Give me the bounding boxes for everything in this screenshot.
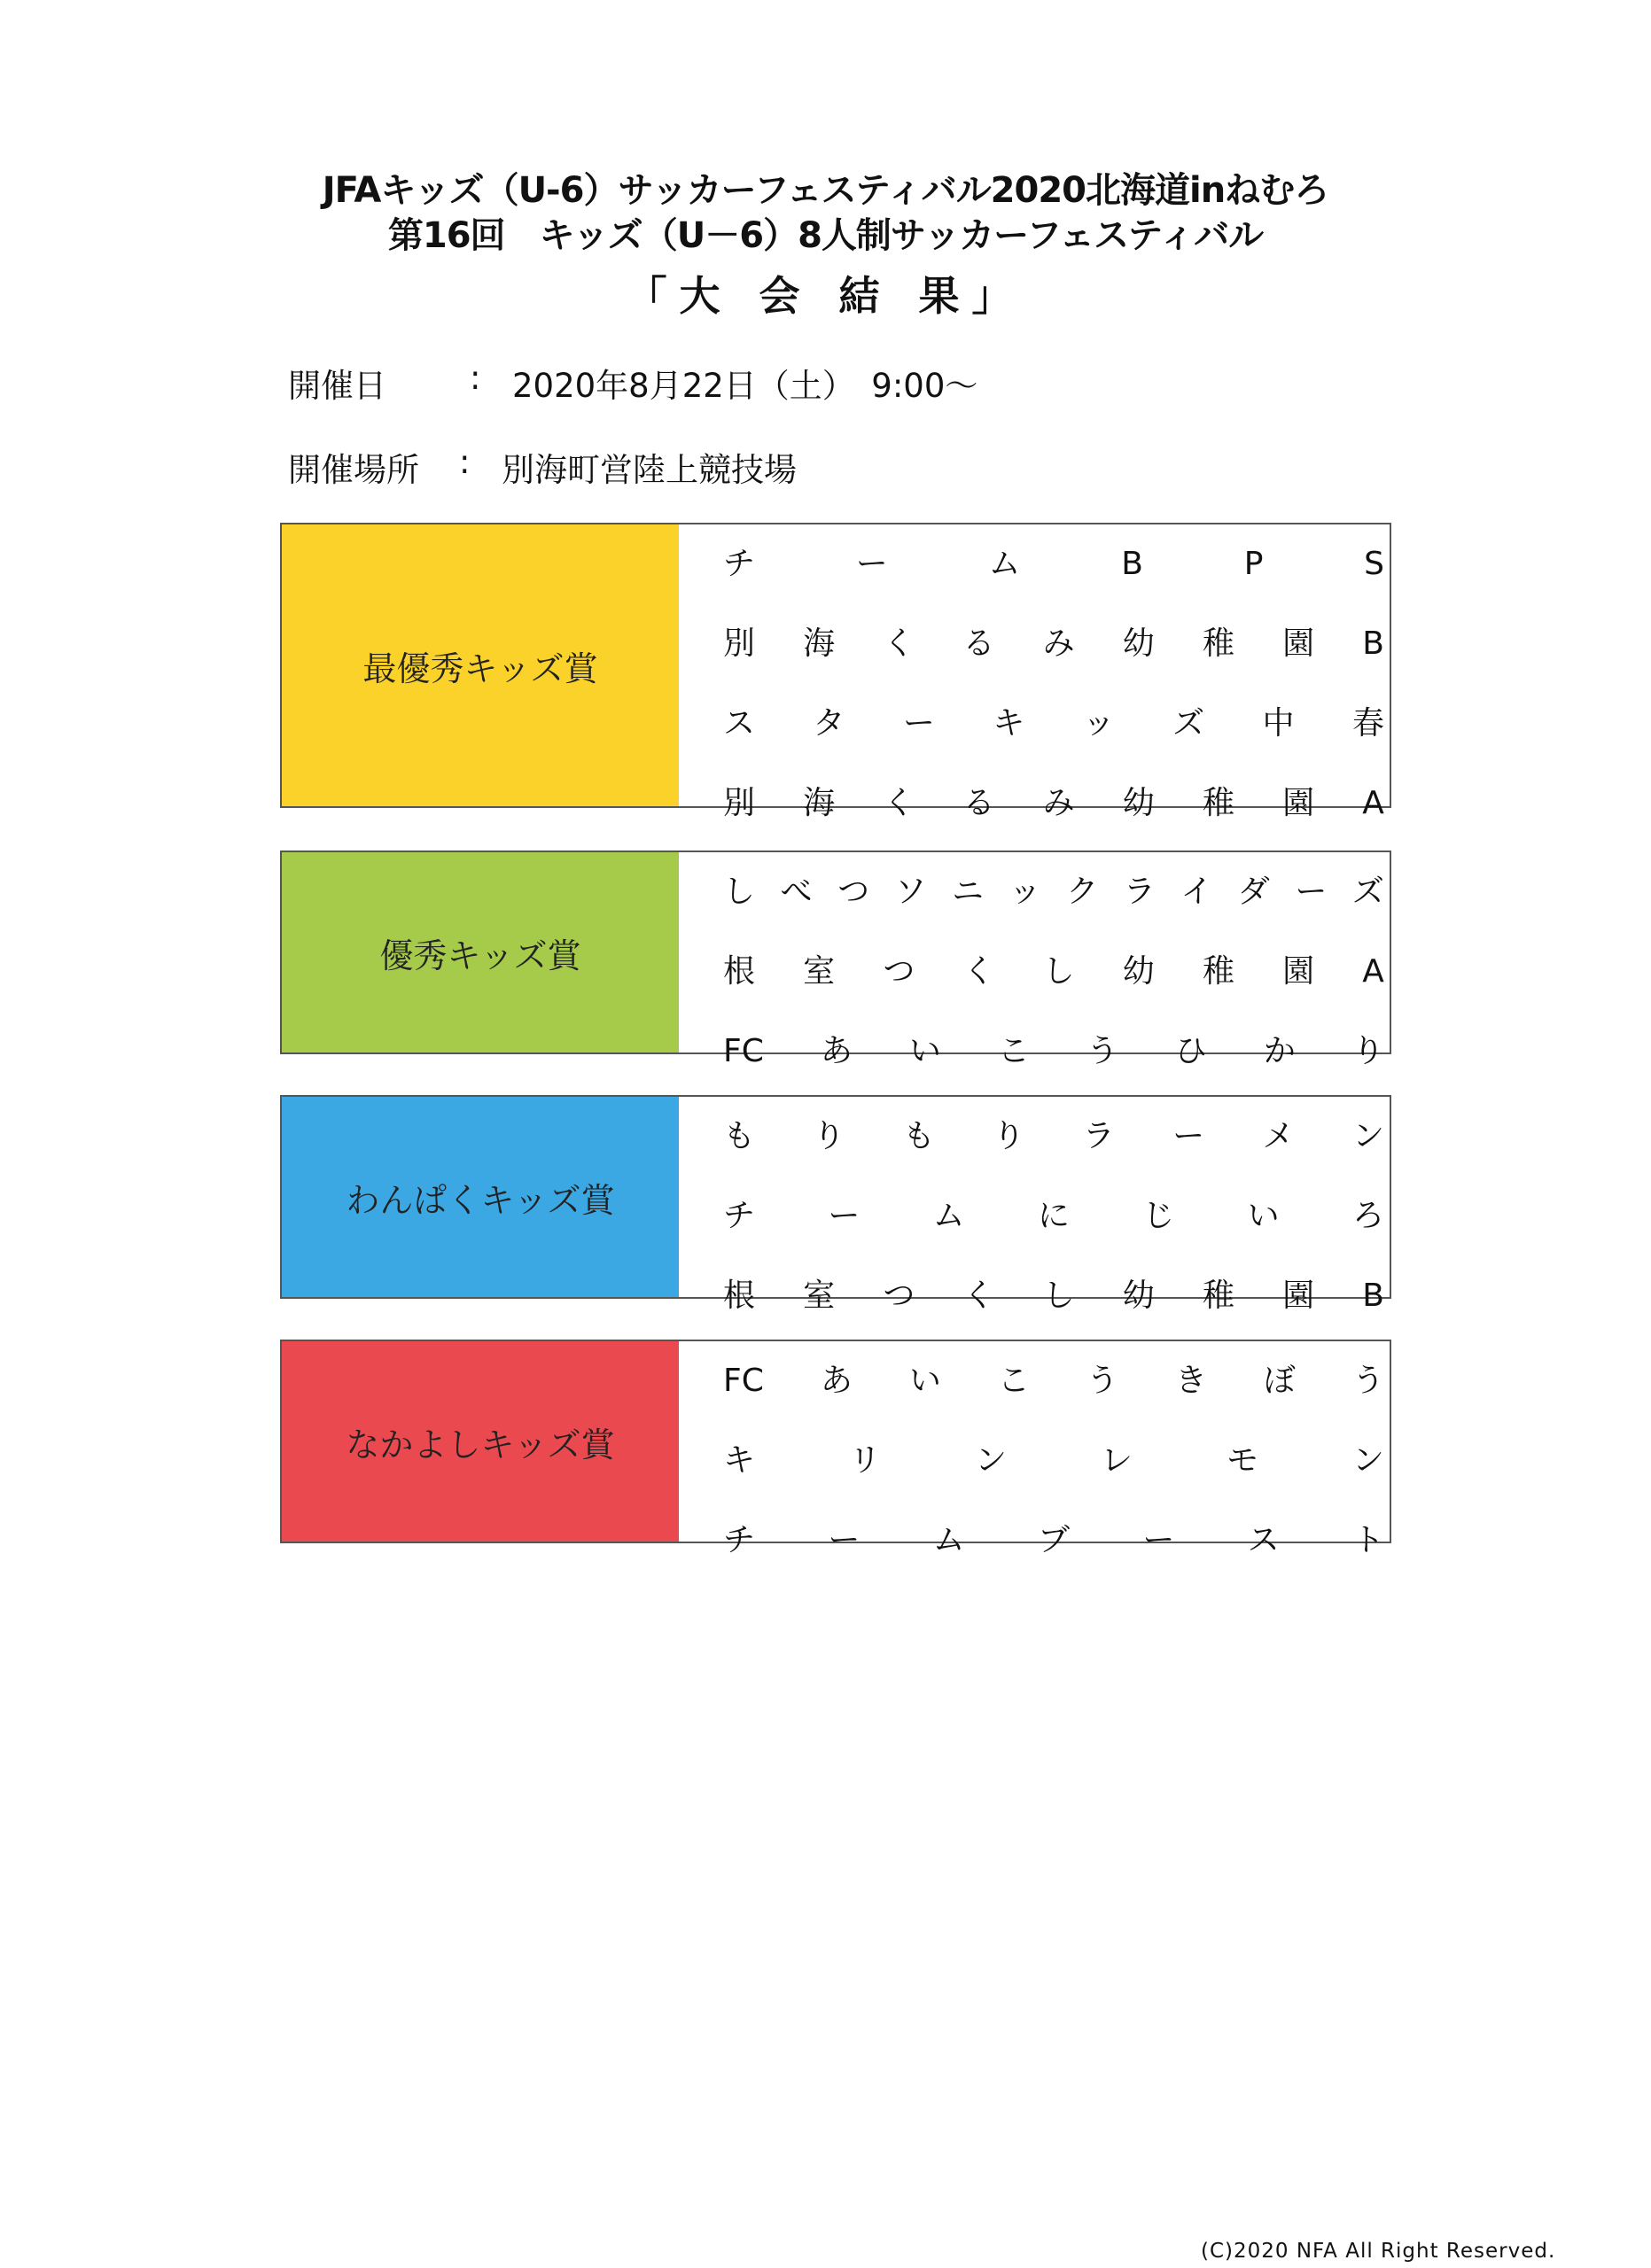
team-name-char: 稚 [1202,953,1234,990]
team-name-char: チ [723,1522,756,1558]
award-label-text: 最優秀キッズ賞 [362,649,598,688]
date-colon: : [470,359,481,397]
team-name-char: ム [932,1198,965,1234]
date-value: 2020年8月22日（土） 9:00～ [512,367,978,405]
team-name-char: も [723,1118,756,1154]
team-name-char: リ [848,1442,881,1479]
team-name-char: ム [988,546,1021,582]
team-name-char: レ [1100,1442,1133,1479]
team-name-char: し [1042,1278,1075,1314]
team-name-char: P [1243,546,1264,582]
team-name-char: 幼 [1122,1278,1155,1314]
team-name-char: い [1247,1198,1280,1234]
team-name-char: し [1042,953,1075,990]
award-label [282,1097,679,1297]
team-name-char: ズ [1172,705,1205,742]
team-name-char: FC [723,1033,764,1069]
team-name-char: く [883,625,915,662]
team-name-char: キ [723,1442,756,1479]
team-name-char: 中 [1262,705,1295,742]
team-name-char: 園 [1282,785,1315,821]
team-row [723,1177,1384,1256]
results-heading: 「大 会 結 果」 [626,272,1025,320]
team-name-char: ッ [1082,705,1115,742]
team-name-char: ト [1351,1522,1384,1558]
team-name-char: キ [993,705,1025,742]
team-name-char: 幼 [1122,953,1155,990]
team-list [679,1097,1390,1314]
team-name-char: ス [723,705,756,742]
team-row [723,604,1384,684]
team-name-char: つ [837,874,870,910]
team-name-char: ぼ [1263,1363,1296,1399]
award-label [282,852,679,1052]
team-name-char: ー [902,705,935,742]
team-name-char: B [1362,625,1384,662]
team-name-char: か [1263,1033,1296,1069]
team-name-char: う [1351,1363,1384,1399]
venue-colon: : [459,443,471,481]
team-name-char: い [908,1033,941,1069]
team-name-char: 別 [723,785,756,821]
team-name-char: 稚 [1202,625,1234,662]
team-name-char: み [1042,785,1075,821]
team-row [723,1341,1384,1421]
team-name-char: 稚 [1202,785,1234,821]
team-row [723,1421,1384,1501]
team-name-char: 稚 [1202,1278,1234,1314]
team-row [723,1501,1384,1581]
team-name-char: こ [997,1363,1030,1399]
team-name-char: ダ [1237,874,1270,910]
team-name-char: S [1364,546,1384,582]
team-name-char: メ [1262,1118,1295,1154]
team-name-char: こ [997,1033,1030,1069]
team-name-char: き [1174,1363,1207,1399]
team-name-char: ン [1351,1118,1384,1154]
team-name-char: し [723,874,756,910]
team-name-char: モ [1226,1442,1258,1479]
team-name-char: く [962,1278,995,1314]
team-row [723,1256,1384,1336]
team-name-char: 根 [723,1278,756,1314]
team-name-char: ー [828,1198,861,1234]
team-name-char: く [962,953,995,990]
team-name-char: も [902,1118,935,1154]
team-name-char: み [1042,625,1075,662]
team-name-char: ー [1142,1522,1175,1558]
venue-value: 別海町営陸上競技場 [502,451,797,489]
award-label [282,524,679,806]
team-row [723,1012,1384,1091]
team-name-char: ー [855,546,888,582]
award-box-nakayoshi [280,1340,1391,1558]
team-name-char: じ [1142,1198,1175,1234]
document-title: JFAキッズ（U-6）サッカーフェスティバル2020北海道inねむろ [322,170,1329,211]
team-name-char: 園 [1282,953,1315,990]
award-box-wanpaku [280,1095,1391,1314]
team-name-char: タ [813,705,845,742]
team-name-char: う [1086,1033,1118,1069]
team-row [723,932,1384,1012]
team-name-char: 根 [723,953,756,990]
team-name-char: A [1362,785,1384,821]
team-name-char: 春 [1351,705,1384,742]
team-row [723,1097,1384,1177]
team-name-char: あ [820,1033,853,1069]
team-name-char: ス [1247,1522,1280,1558]
team-name-char: ラ [1123,874,1156,910]
team-name-char: あ [820,1363,853,1399]
team-name-char: 室 [803,1278,836,1314]
team-name-char: に [1037,1198,1070,1234]
team-name-char: B [1362,1278,1384,1314]
team-name-char: る [962,785,995,821]
team-name-char: A [1362,953,1384,990]
team-name-char: く [883,785,915,821]
team-name-char: ン [974,1442,1007,1479]
date-label: 開催日 [288,367,386,405]
team-name-char: り [1351,1033,1384,1069]
team-name-char: ろ [1351,1198,1384,1234]
team-name-char: ソ [894,874,927,910]
team-row [723,852,1384,932]
team-name-char: ズ [1351,874,1384,910]
team-list [679,1341,1390,1558]
team-name-char: ひ [1174,1033,1207,1069]
team-name-char: べ [780,874,813,910]
team-name-char: ク [1066,874,1099,910]
award-label [282,1341,679,1542]
award-box-excellent [280,850,1391,1069]
team-name-char: い [908,1363,941,1399]
team-name-char: ニ [952,874,985,910]
team-name-char: ー [1172,1118,1205,1154]
team-list [679,852,1390,1069]
team-name-char: FC [723,1363,764,1399]
venue-label: 開催場所 [288,451,419,489]
team-name-char: ッ [1009,874,1041,910]
team-name-char: 海 [803,785,836,821]
team-name-char: 園 [1282,1278,1315,1314]
team-name-char: つ [883,1278,915,1314]
award-label-text: 優秀キッズ賞 [379,936,581,975]
team-name-char: 別 [723,625,756,662]
team-name-char: り [993,1118,1025,1154]
award-label-text: なかよしキッズ賞 [346,1425,615,1464]
team-list [679,524,1390,821]
team-name-char: チ [723,546,756,582]
team-name-char: う [1086,1363,1118,1399]
team-name-char: り [813,1118,845,1154]
team-name-char: 幼 [1122,785,1155,821]
team-name-char: イ [1180,874,1213,910]
team-name-char: ー [1295,874,1328,910]
copyright-notice: (C)2020 NFA All Right Reserved. [1201,2240,1556,2263]
team-name-char: ー [828,1522,861,1558]
team-name-char: 海 [803,625,836,662]
team-name-char: ン [1351,1442,1384,1479]
team-name-char: 園 [1282,625,1315,662]
team-row [723,524,1384,604]
team-name-char: る [962,625,995,662]
team-name-char: 幼 [1122,625,1155,662]
team-name-char: B [1121,546,1143,582]
team-name-char: ラ [1082,1118,1115,1154]
team-name-char: ブ [1037,1522,1070,1558]
team-name-char: チ [723,1198,756,1234]
award-label-text: わんぱくキッズ賞 [346,1180,615,1220]
team-row [723,764,1384,843]
team-name-char: 室 [803,953,836,990]
document-subtitle: 第16回 キッズ（U－6）8人制サッカーフェスティバル [387,215,1264,256]
team-row [723,684,1384,764]
team-name-char: ム [932,1522,965,1558]
team-name-char: つ [883,953,915,990]
award-box-top [280,523,1391,821]
